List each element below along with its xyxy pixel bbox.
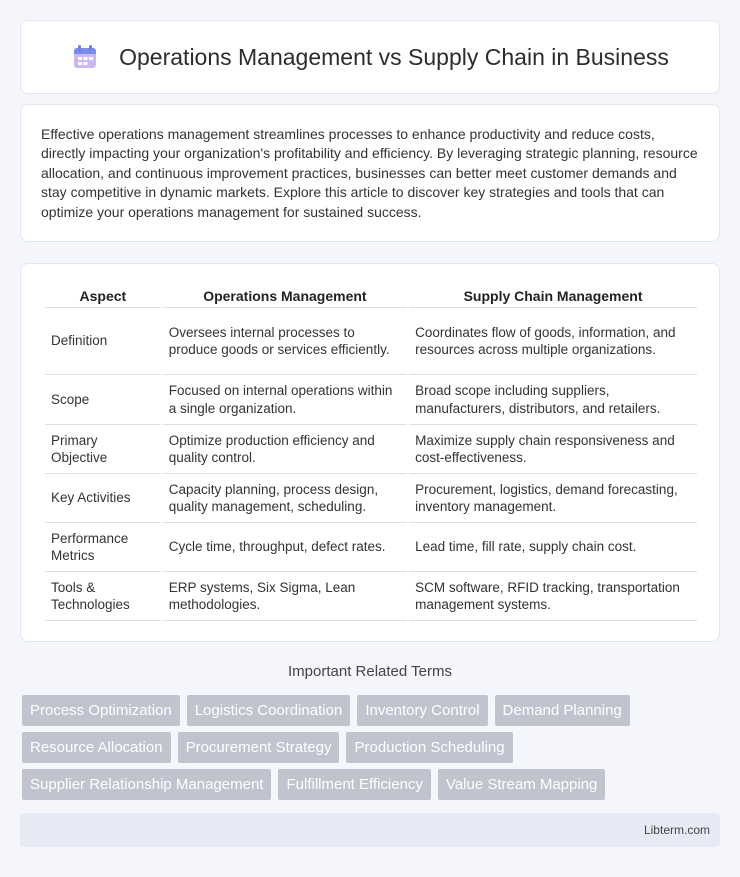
intro-text: Effective operations management streamlines processes to enhance productivity and reduce costs, directly impacting your organization's profitability and efficiency. By leveraging strategic planning, resource allocation, and continuous improvement practices, businesses can better meet customer demands and stay competitive in dynamic markets. Explore this article to discover key strategies and tools that can optimize your operations management for sustained success.: [41, 126, 698, 220]
cell-aspect: Tools & Technologies: [45, 572, 161, 621]
header-card: [20, 20, 720, 94]
tag-value-stream-mapping[interactable]: Value Stream Mapping: [438, 769, 605, 800]
cell-supply-chain: Broad scope including suppliers, manufacturers, distributors, and retailers.: [409, 375, 697, 425]
intro-card: [20, 104, 720, 242]
table-header-row: [45, 284, 697, 308]
related-terms: [22, 695, 722, 806]
tag-supplier-relationship-management[interactable]: Supplier Relationship Management: [22, 769, 271, 800]
tag-demand-planning[interactable]: Demand Planning: [495, 695, 630, 726]
table-row: [45, 308, 697, 375]
tag-row: [22, 769, 722, 800]
table-row: [45, 375, 697, 425]
header-operations: Operations Management: [163, 284, 407, 308]
cell-aspect: Scope: [45, 375, 161, 425]
calendar-icon: [71, 43, 99, 71]
header-aspect: Aspect: [45, 284, 161, 308]
cell-aspect: Key Activities: [45, 474, 161, 523]
tag-row: [22, 695, 722, 726]
tag-row: [22, 732, 722, 763]
cell-operations: Optimize production efficiency and quality control.: [163, 425, 407, 474]
footer-brand[interactable]: Libterm.com: [643, 823, 710, 837]
tag-logistics-coordination[interactable]: Logistics Coordination: [187, 695, 351, 726]
comparison-table-card: [20, 263, 720, 642]
table-row: [45, 572, 697, 621]
cell-operations: ERP systems, Six Sigma, Lean methodologies.: [163, 572, 407, 621]
table-row: [45, 474, 697, 523]
cell-supply-chain: Lead time, fill rate, supply chain cost.: [409, 523, 697, 572]
tag-resource-allocation[interactable]: Resource Allocation: [22, 732, 171, 763]
comparison-table: [43, 284, 699, 621]
cell-supply-chain: Coordinates flow of goods, information, and resources across multiple organizations.: [409, 308, 697, 375]
page-title: Operations Management vs Supply Chain in Business: [119, 43, 669, 70]
tag-process-optimization[interactable]: Process Optimization: [22, 695, 180, 726]
table-row: [45, 523, 697, 572]
header-supply-chain: Supply Chain Management: [409, 284, 697, 308]
cell-aspect: Definition: [45, 308, 161, 375]
table-row: [45, 425, 697, 474]
tag-procurement-strategy[interactable]: Procurement Strategy: [178, 732, 340, 763]
cell-aspect: Performance Metrics: [45, 523, 161, 572]
cell-supply-chain: SCM software, RFID tracking, transportation management systems.: [409, 572, 697, 621]
cell-operations: Cycle time, throughput, defect rates.: [163, 523, 407, 572]
footer: [20, 813, 720, 847]
tag-inventory-control[interactable]: Inventory Control: [357, 695, 487, 726]
cell-operations: Oversees internal processes to produce goods or services efficiently.: [163, 308, 407, 375]
cell-supply-chain: Maximize supply chain responsiveness and cost-effectiveness.: [409, 425, 697, 474]
tag-production-scheduling[interactable]: Production Scheduling: [346, 732, 512, 763]
cell-operations: Focused on internal operations within a single organization.: [163, 375, 407, 425]
cell-operations: Capacity planning, process design, quality management, scheduling.: [163, 474, 407, 523]
cell-aspect: Primary Objective: [45, 425, 161, 474]
cell-supply-chain: Procurement, logistics, demand forecasting, inventory management.: [409, 474, 697, 523]
tag-fulfillment-efficiency[interactable]: Fulfillment Efficiency: [278, 769, 430, 800]
related-terms-title: Important Related Terms: [288, 663, 452, 680]
